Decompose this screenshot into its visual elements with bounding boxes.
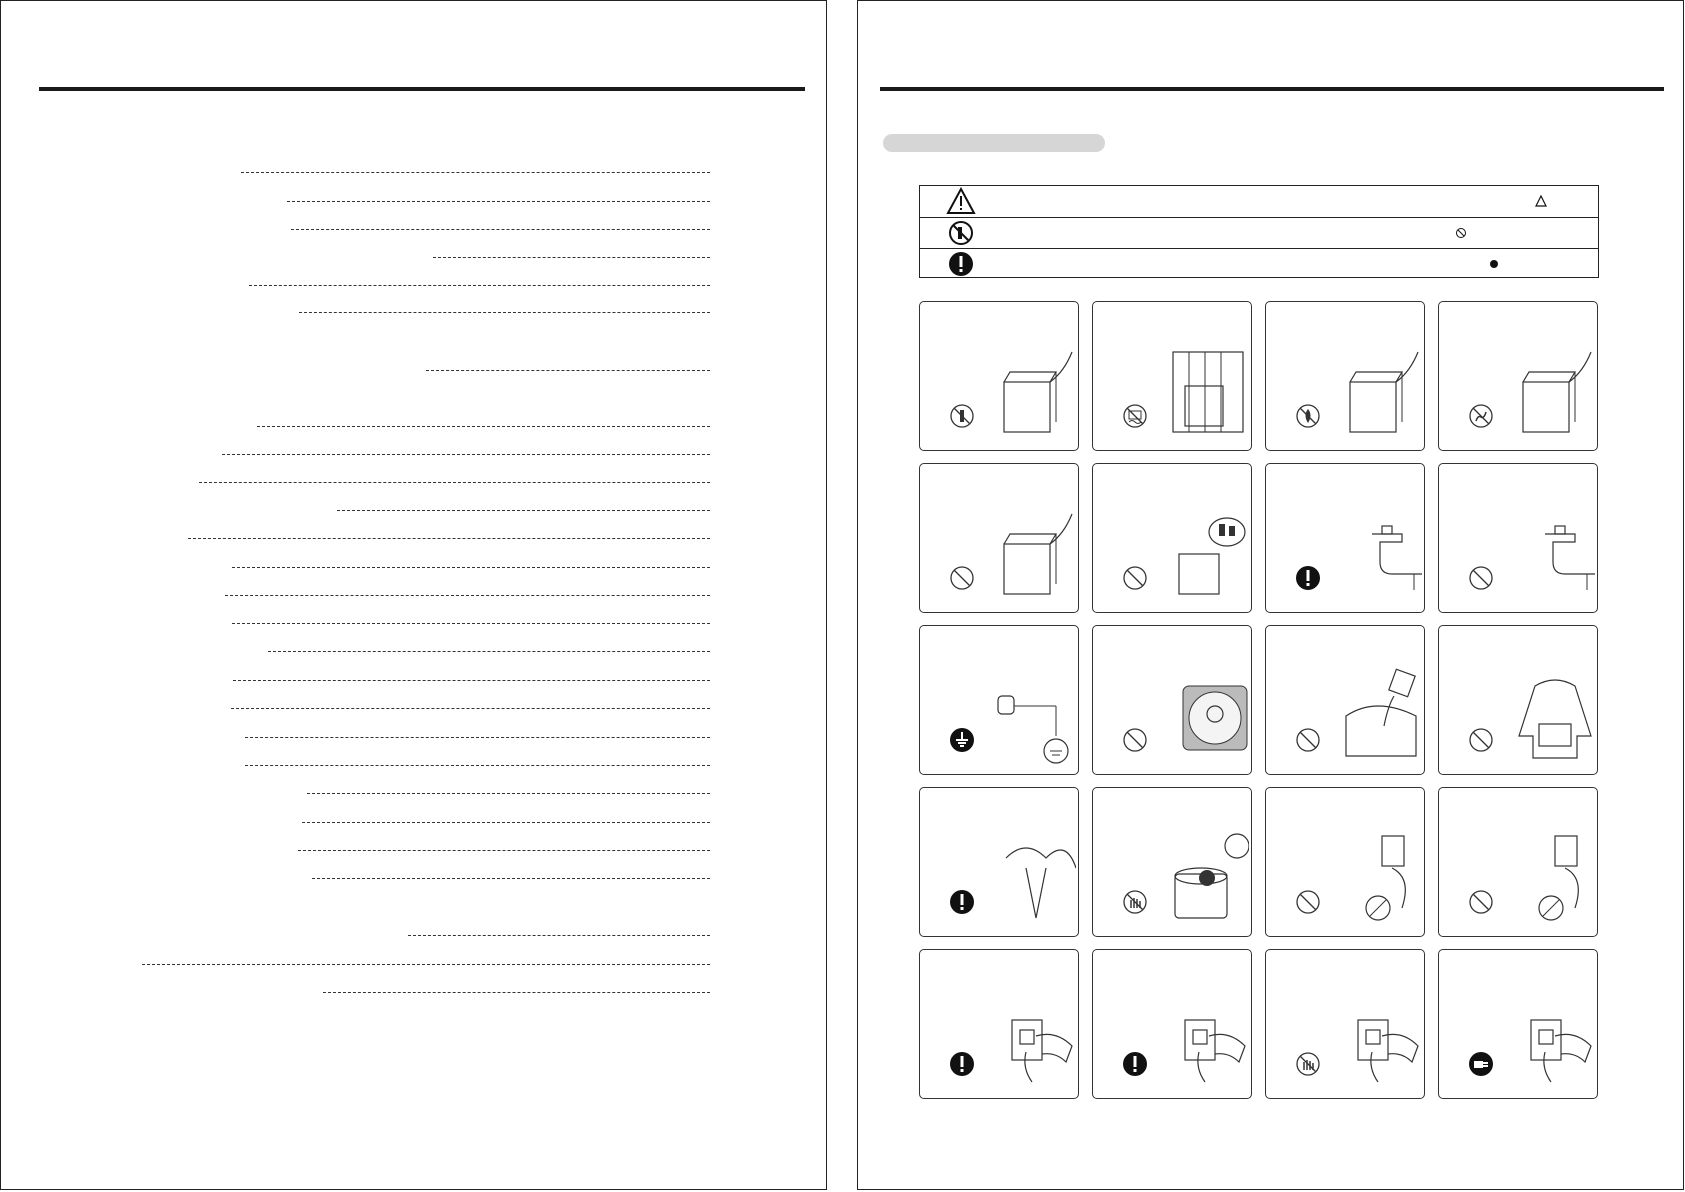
toc-leader-line [188,538,710,539]
toc-leader-line [233,680,710,681]
mandatory-action-icon [946,250,976,278]
mandatory-icon [1121,1050,1149,1078]
ground-icon [948,726,976,754]
safety-card [1438,625,1598,775]
grounded-outlet-illustration [996,666,1076,766]
safety-card [1092,787,1252,937]
chemicals-illustration [1169,504,1249,604]
washer-with-cord-illustration [1515,342,1595,442]
toc-leader-line [232,623,710,624]
unplug-wet-hands-illustration [1342,990,1422,1090]
toc-leader-line [287,201,710,202]
water-tap-illustration [1342,504,1422,604]
prohibited-icon [1294,726,1322,754]
toc-leader-line [268,651,710,652]
damaged-cord-illustration [1515,828,1595,928]
legend-row-mandatory [920,248,1598,279]
toc-leader-line [298,850,710,851]
safety-card [1438,787,1598,937]
prohibited-icon [1467,564,1495,592]
toc-leader-line [312,878,710,879]
pour-liquid-illustration [1342,666,1422,766]
toc-leader-line [245,765,710,766]
no-flame-icon [1294,402,1322,430]
header-rule [880,87,1664,91]
toc-leader-line [302,822,710,823]
toc-leader-line [249,285,710,286]
toc-leader-line [257,426,710,427]
safety-card [919,463,1079,613]
toc-leader-line [426,370,710,371]
toc-leader-line [307,793,710,794]
no-disassemble-icon [948,402,976,430]
no-wet-location-icon [1121,402,1149,430]
prohibited-icon [1121,726,1149,754]
prohibited-icon [948,564,976,592]
child-in-drum-illustration [1169,666,1249,766]
toc-leader-line [222,454,710,455]
toc-leader-line [232,567,710,568]
safety-card [919,301,1079,451]
toc-leader-line [225,595,710,596]
mandatory-icon [1294,564,1322,592]
toc-leader-line [291,229,710,230]
safety-card [919,787,1079,937]
toc-leader-line [408,935,710,936]
safety-card [1265,463,1425,613]
no-wet-hands-icon [1294,1050,1322,1078]
contents-page [0,0,827,1190]
damaged-plug-illustration [1342,828,1422,928]
safety-card [1092,463,1252,613]
toc-leader-line [241,172,710,173]
insert-plug-illustration [996,990,1076,1090]
safety-card [1092,949,1252,1099]
small-prohibit-icon [1455,227,1467,239]
toc-leader-line [231,708,710,709]
safety-card [1265,301,1425,451]
toc-leader-line [142,964,710,965]
washer-with-cord-illustration [996,342,1076,442]
warning-triangle-icon [946,187,976,215]
no-heat-icon [1467,402,1495,430]
water-tap-illustration [1515,504,1595,604]
prohibited-icon [1121,564,1149,592]
header-rule [39,87,805,91]
spinning-drum-illustration [1169,828,1249,928]
safety-card [1438,463,1598,613]
unplug-illustration [1515,990,1595,1090]
safety-card [1265,787,1425,937]
symbol-legend [919,185,1599,278]
section-heading-bar [883,134,1105,152]
safety-card [1092,301,1252,451]
mandatory-icon [948,888,976,916]
safety-card [919,949,1079,1099]
safety-card [1092,625,1252,775]
washer-with-sparks-illustration [1342,342,1422,442]
small-triangle-icon [1535,195,1547,207]
unplug-icon [1467,1050,1495,1078]
clean-plug-illustration [1169,990,1249,1090]
waterproof-jacket-illustration [1515,666,1595,766]
legend-row-warning [920,186,1598,217]
legend-row-prohibited [920,217,1598,248]
toc-leader-line [433,257,710,258]
toc-leader-line [323,992,710,993]
safety-card [1265,949,1425,1099]
prohibited-icon [1467,726,1495,754]
small-dot-icon [1488,258,1500,270]
toc-leader-line [245,737,710,738]
toc-leader-line [299,312,710,313]
safety-illustration-grid [919,301,1598,1099]
prohibited-disassemble-icon [946,219,976,247]
safety-card [1438,301,1598,451]
prohibited-icon [1467,888,1495,916]
mandatory-icon [948,1050,976,1078]
washer-in-bathroom-illustration [1169,342,1249,442]
prohibited-icon [1294,888,1322,916]
safety-card [919,625,1079,775]
safety-card [1438,949,1598,1099]
toc-leader-line [199,482,710,483]
safety-page [857,0,1684,1190]
objects-on-washer-illustration [996,504,1076,604]
toc-leader-line [337,510,710,511]
safety-card [1265,625,1425,775]
check-pockets-illustration [996,828,1076,928]
no-touch-icon [1121,888,1149,916]
